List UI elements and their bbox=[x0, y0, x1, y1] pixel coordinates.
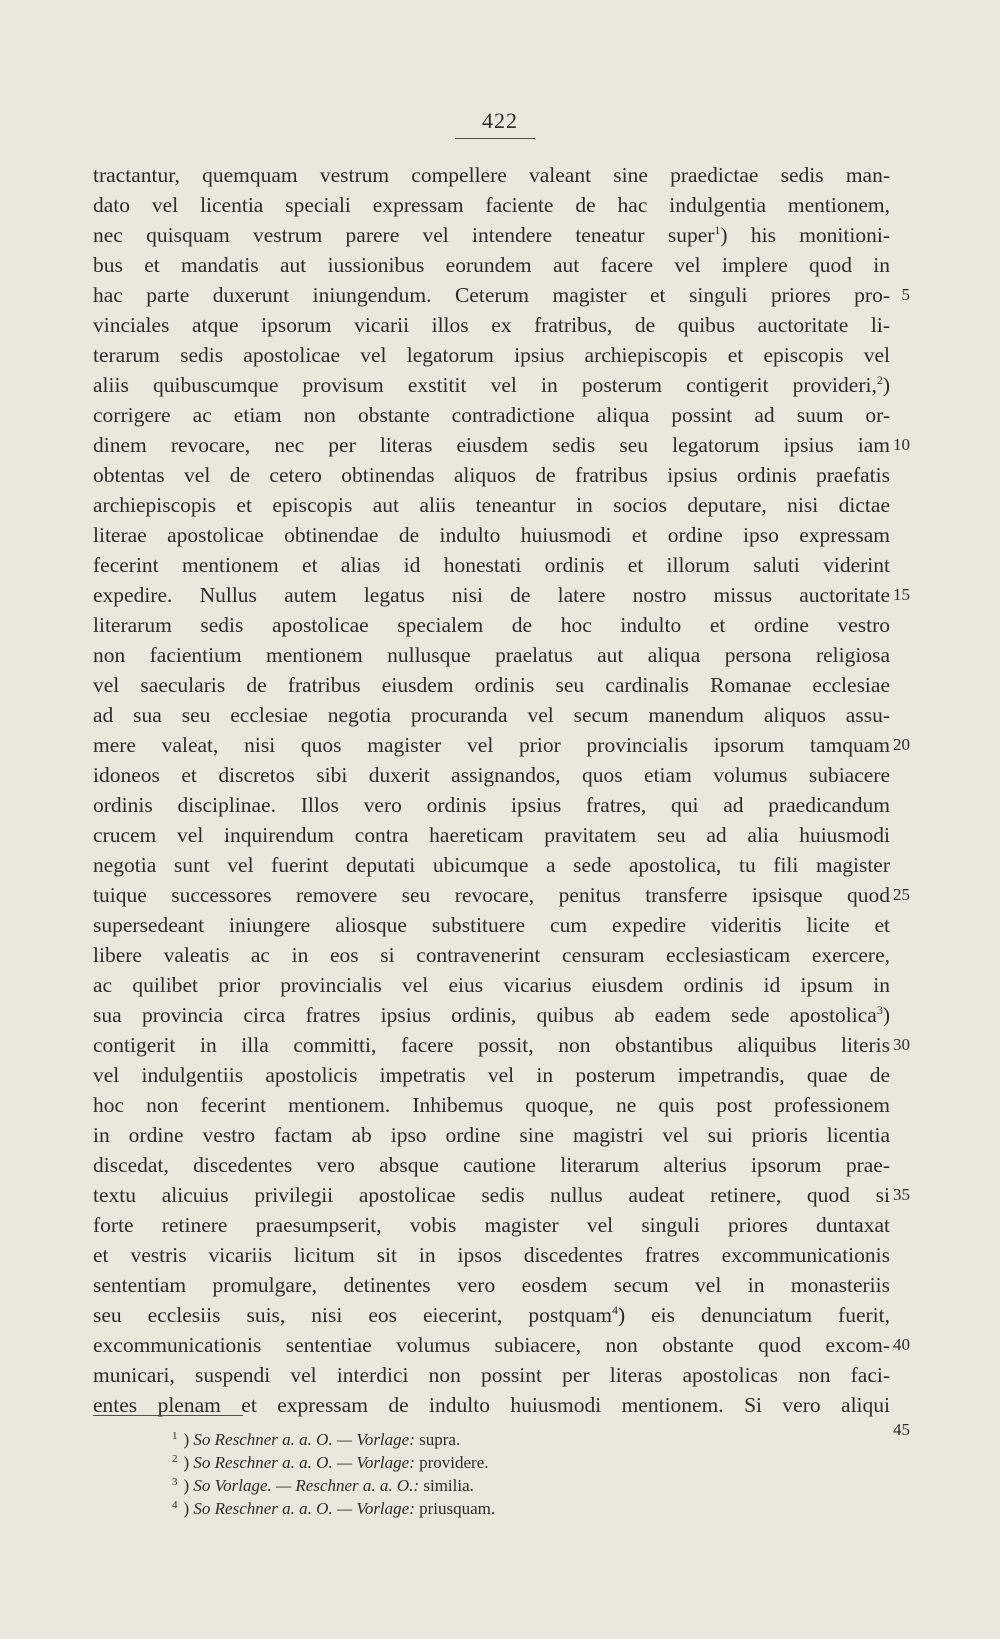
text-line bbox=[93, 490, 890, 520]
text-run: vel indulgentiis apostolicis impetratis vel in posterum impetrandis, quae de bbox=[93, 1063, 890, 1087]
text-line bbox=[93, 1330, 890, 1360]
text-line bbox=[93, 280, 890, 310]
text-line bbox=[93, 190, 890, 220]
text-line bbox=[93, 460, 890, 490]
text-line bbox=[93, 340, 890, 370]
text-line bbox=[93, 910, 890, 940]
footnote-reading: similia. bbox=[419, 1476, 474, 1495]
margin-line-number: 35 bbox=[893, 1185, 910, 1204]
footnote-reading: supra. bbox=[414, 1430, 461, 1449]
text-line bbox=[93, 820, 890, 850]
text-run: ac quilibet prior provincialis vel eius vicarius eiusdem ordinis id ipsum in bbox=[93, 973, 890, 997]
text-line bbox=[93, 1210, 890, 1240]
footnote bbox=[172, 1448, 732, 1471]
text-run: negotia sunt vel fuerint deputati ubicumque a sede apostolica, tu fili magister bbox=[93, 853, 890, 877]
text-run: et vestris vicariis licitum sit in ipsos discedentes fratres excommunicationis bbox=[93, 1243, 890, 1267]
text-line bbox=[93, 790, 890, 820]
text-run: non facientium mentionem nullusque praelatus aut aliqua persona religiosa bbox=[93, 643, 890, 667]
text-line bbox=[93, 250, 890, 280]
text-line bbox=[93, 1150, 890, 1180]
text-line bbox=[93, 1180, 890, 1210]
text-line bbox=[93, 1270, 890, 1300]
text-run: sententiam promulgare, detinentes vero eosdem secum vel in monasteriis bbox=[93, 1273, 890, 1297]
text-run: tuique successores removere seu revocare, penitus transferre ipsisque quod bbox=[93, 883, 890, 907]
footnotes bbox=[172, 1425, 732, 1517]
footnote-paren: ) bbox=[183, 1430, 194, 1449]
footnote-source: So Reschner a. a. O. — Vorlage: bbox=[193, 1453, 415, 1472]
text-run: discedat, discedentes vero absque cautione literarum alterius ipsorum prae- bbox=[93, 1153, 890, 1177]
text-line bbox=[93, 1000, 890, 1030]
text-run: fecerint mentionem et alias id honestati ordinis et illorum saluti viderint bbox=[93, 553, 890, 577]
text-line bbox=[93, 730, 890, 760]
margin-line-number: 30 bbox=[893, 1035, 910, 1054]
text-line bbox=[93, 550, 890, 580]
text-run: entes plenam et expressam de indulto huiusmodi mentionem. Si vero aliqui bbox=[93, 1393, 890, 1417]
margin-line-number: 25 bbox=[893, 885, 910, 904]
text-line bbox=[93, 1090, 890, 1120]
footnote-rule bbox=[93, 1415, 243, 1416]
text-line bbox=[93, 640, 890, 670]
text-run: dinem revocare, nec per literas eiusdem sedis seu legatorum ipsius iam bbox=[93, 433, 890, 457]
text-run: supersedeant iniungere aliosque substituere cum expedire videritis licite et bbox=[93, 913, 890, 937]
margin-line-number: 5 bbox=[901, 285, 910, 304]
text-run: forte retinere praesumpserit, vobis magister vel singuli priores duntaxat bbox=[93, 1213, 890, 1237]
text-line bbox=[93, 970, 890, 1000]
text-run: contigerit in illa committi, facere possit, non obstantibus aliquibus literis bbox=[93, 1033, 890, 1057]
footnote-marker: 2 bbox=[876, 373, 883, 387]
text-line bbox=[93, 220, 890, 250]
text-line bbox=[93, 400, 890, 430]
text-line bbox=[93, 1240, 890, 1270]
text-run: ) eis denunciatum fuerit, bbox=[617, 1303, 890, 1327]
text-run: vel saecularis de fratribus eiusdem ordinis seu cardinalis Romanae ecclesiae bbox=[93, 673, 890, 697]
text-run: bus et mandatis aut iussionibus eorundem aut facere vel implere quod in bbox=[93, 253, 890, 277]
text-run: municari, suspendi vel interdici non possint per literas apostolicas non faci- bbox=[93, 1363, 890, 1387]
footnote-source: So Vorlage. — Reschner a. a. O.: bbox=[193, 1476, 420, 1495]
text-run: textu alicuius privilegii apostolicae sedis nullus audeat retinere, quod si bbox=[93, 1183, 890, 1207]
header-rule bbox=[455, 138, 535, 139]
footnote-number: 4 bbox=[172, 1499, 178, 1511]
text-line bbox=[93, 520, 890, 550]
footnote-marker: 3 bbox=[876, 1003, 883, 1017]
text-line bbox=[93, 670, 890, 700]
text-line bbox=[93, 370, 890, 400]
text-run: hoc non fecerint mentionem. Inhibemus quoque, ne quis post professionem bbox=[93, 1093, 890, 1117]
text-run: archiepiscopis et episcopis aut aliis teneantur in socios deputare, nisi dictae bbox=[93, 493, 890, 517]
text-run: ) bbox=[882, 373, 890, 397]
body-text bbox=[93, 160, 910, 1420]
text-line bbox=[93, 1120, 890, 1150]
text-run: mere valeat, nisi quos magister vel prior provincialis ipsorum tamquam bbox=[93, 733, 890, 757]
margin-line-number: 10 bbox=[893, 435, 910, 454]
text-run: literae apostolicae obtinendae de indulto huiusmodi et ordine ipso expressam bbox=[93, 523, 890, 547]
footnote-marker: 4 bbox=[611, 1303, 618, 1317]
footnote-line-number: 45 bbox=[893, 1420, 910, 1439]
text-line bbox=[93, 1300, 890, 1330]
footnote-paren: ) bbox=[183, 1453, 194, 1472]
text-line bbox=[93, 160, 890, 190]
text-line bbox=[93, 880, 890, 910]
text-line bbox=[93, 430, 890, 460]
text-run: ) bbox=[882, 1003, 890, 1027]
text-line bbox=[93, 1030, 890, 1060]
text-run: terarum sedis apostolicae vel legatorum ipsius archiepiscopis et episcopis vel bbox=[93, 343, 890, 367]
footnote-number: 1 bbox=[172, 1430, 178, 1442]
page-number: 422 bbox=[482, 108, 518, 133]
text-run: literarum sedis apostolicae specialem de hoc indulto et ordine vestro bbox=[93, 613, 890, 637]
margin-line-number: 15 bbox=[893, 585, 910, 604]
footnote-marker: 1 bbox=[714, 223, 721, 237]
text-run: nec quisquam vestrum parere vel intendere teneatur super bbox=[93, 223, 715, 247]
text-line bbox=[93, 610, 890, 640]
footnote-source: So Reschner a. a. O. — Vorlage: bbox=[193, 1499, 415, 1518]
text-line bbox=[93, 700, 890, 730]
footnote bbox=[172, 1494, 732, 1517]
text-run: expedire. Nullus autem legatus nisi de latere nostro missus auctoritate bbox=[93, 583, 890, 607]
footnote-reading: priusquam. bbox=[414, 1499, 496, 1518]
margin-line-number: 20 bbox=[893, 735, 910, 754]
text-line bbox=[93, 580, 890, 610]
text-line bbox=[93, 850, 890, 880]
footnote-reading: providere. bbox=[414, 1453, 489, 1472]
text-run: libere valeatis ac in eos si contravenerint censuram ecclesiasticam exercere, bbox=[93, 943, 890, 967]
text-run: aliis quibuscumque provisum exstitit vel in posterum contigerit provideri, bbox=[93, 373, 877, 397]
text-run: ad sua seu ecclesiae negotia procuranda vel secum manendum aliquos assu- bbox=[93, 703, 890, 727]
text-run: tractantur, quemquam vestrum compellere valeant sine praedictae sedis man- bbox=[93, 163, 890, 187]
margin-line-number: 40 bbox=[893, 1335, 910, 1354]
text-run: in ordine vestro factam ab ipso ordine sine magistri vel sui prioris licentia bbox=[93, 1123, 890, 1147]
text-run: seu ecclesiis suis, nisi eos eiecerint, postquam bbox=[93, 1303, 612, 1327]
text-run: idoneos et discretos sibi duxerit assignandos, quos etiam volumus subiacere bbox=[93, 763, 890, 787]
text-run: excommunicationis sententiae volumus subiacere, non obstante quod excom- bbox=[93, 1333, 890, 1357]
text-line bbox=[93, 1060, 890, 1090]
text-run: hac parte duxerunt iniungendum. Ceterum magister et singuli priores pro- bbox=[93, 283, 890, 307]
text-run: crucem vel inquirendum contra haereticam pravitatem seu ad alia huiusmodi bbox=[93, 823, 890, 847]
text-line bbox=[93, 760, 890, 790]
text-run: dato vel licentia speciali expressam faciente de hac indulgentia mentionem, bbox=[93, 193, 890, 217]
footnote-paren: ) bbox=[183, 1499, 194, 1518]
text-run: obtentas vel de cetero obtinendas aliquos de fratribus ipsius ordinis praefatis bbox=[93, 463, 890, 487]
footnote-number: 3 bbox=[172, 1476, 178, 1488]
text-run: vinciales atque ipsorum vicarii illos ex fratribus, de quibus auctoritate li- bbox=[93, 313, 890, 337]
footnote-source: So Reschner a. a. O. — Vorlage: bbox=[193, 1430, 415, 1449]
footnote-number: 2 bbox=[172, 1453, 178, 1465]
text-line bbox=[93, 1360, 890, 1390]
footnote bbox=[172, 1471, 732, 1494]
text-run: ) his monitioni- bbox=[720, 223, 890, 247]
text-run: corrigere ac etiam non obstante contradictione aliqua possint ad suum or- bbox=[93, 403, 890, 427]
text-line bbox=[93, 310, 890, 340]
text-run: ordinis disciplinae. Illos vero ordinis ipsius fratres, qui ad praedicandum bbox=[93, 793, 890, 817]
text-run: sua provincia circa fratres ipsius ordinis, quibus ab eadem sede apostolica bbox=[93, 1003, 877, 1027]
footnote-paren: ) bbox=[183, 1476, 194, 1495]
text-line bbox=[93, 940, 890, 970]
footnote bbox=[172, 1425, 732, 1448]
